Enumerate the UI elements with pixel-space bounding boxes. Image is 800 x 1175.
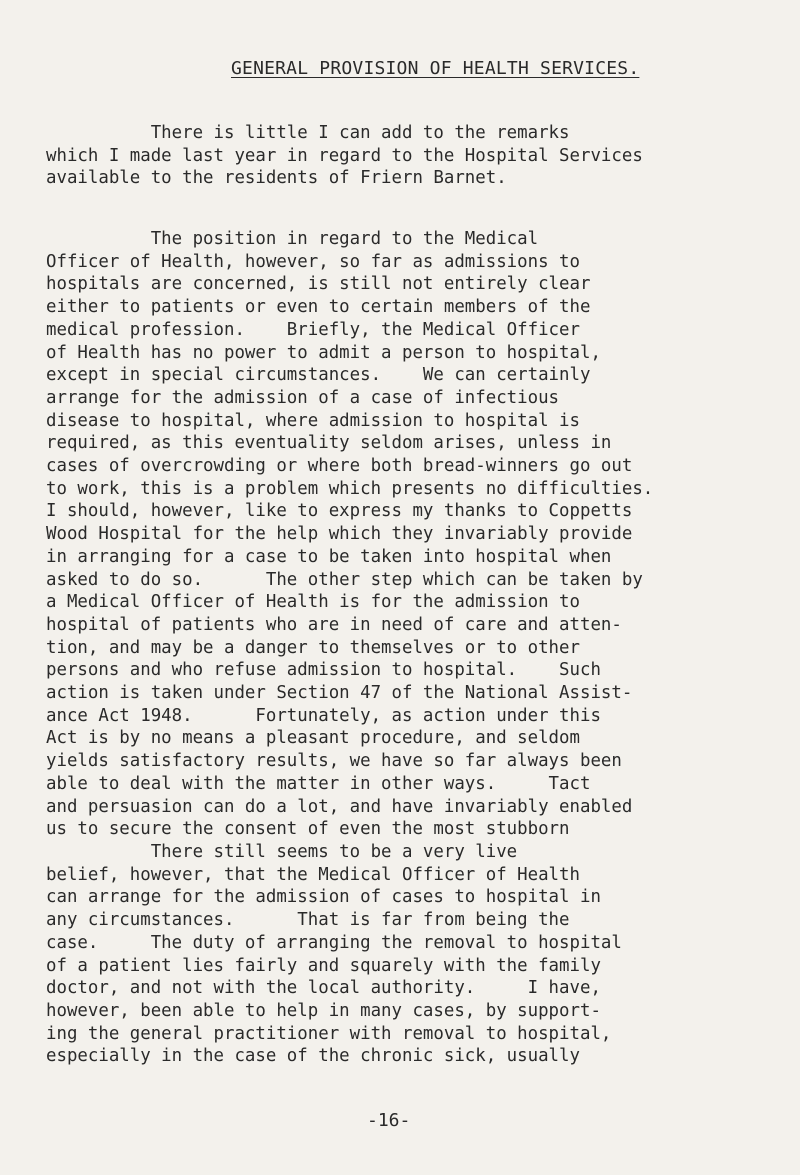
text-line: belief, however, that the Medical Officer of Health — [46, 864, 580, 885]
text-line: doctor, and not with the local authority. I have, — [46, 978, 601, 999]
text-line: can arrange for the admission of cases to hospital in — [46, 887, 601, 908]
text-line: There still seems to be a very live — [46, 842, 518, 862]
text-line: hospital of patients who are in need of care and atten- — [46, 614, 622, 635]
text-line: disease to hospital, where admission to hospital is — [46, 410, 580, 431]
text-line: however, been able to help in many cases, by support- — [46, 1000, 601, 1021]
paragraph-live-belief — [46, 841, 622, 1068]
text-line: any circumstances. That is far from being the — [46, 910, 570, 931]
text-line: Wood Hospital for the help which they invariably provide — [46, 524, 633, 545]
text-line: asked to do so. The other step which can be taken by — [46, 569, 643, 590]
text-line: and persuasion can do a lot, and have invariably enabled — [46, 796, 633, 817]
text-line: The position in regard to the Medical — [46, 229, 539, 249]
text-line: of a patient lies fairly and squarely with the family — [46, 955, 601, 976]
text-line: case. The duty of arranging the removal to hospital — [46, 932, 622, 953]
text-line: Act is by no means a pleasant procedure, and seldom — [46, 728, 580, 749]
text-line: except in special circumstances. We can certainly — [46, 365, 591, 386]
text-line: to work, this is a problem which presents no difficulties. — [46, 478, 654, 499]
text-line: ing the general practitioner with removal to hospital, — [46, 1023, 612, 1044]
text-line: persons and who refuse admission to hospital. Such — [46, 660, 601, 681]
text-line: either to patients or even to certain members of the — [46, 297, 591, 318]
text-line: cases of overcrowding or where both bread-winners go out — [46, 456, 633, 477]
text-line: I should, however, like to express my thanks to Coppetts — [46, 501, 633, 522]
paragraph-medical-officer-position — [46, 228, 653, 841]
text-line: ance Act 1948. Fortunately, as action under this — [46, 705, 601, 726]
paragraph-hospital-services — [46, 122, 643, 190]
text-line: arrange for the admission of a case of infectious — [46, 387, 560, 408]
text-line: tion, and may be a danger to themselves or to other — [46, 637, 580, 658]
text-line: Officer of Health, however, so far as admissions to — [46, 251, 580, 272]
text-line: action is taken under Section 47 of the National Assist- — [46, 683, 633, 704]
text-line: There is little I can add to the remarks — [46, 123, 570, 143]
page-number: -16- — [367, 1110, 411, 1131]
text-line: able to deal with the matter in other ways. Tact — [46, 773, 591, 794]
text-line: yields satisfactory results, we have so far always been — [46, 751, 622, 772]
text-line: medical profession. Briefly, the Medical Officer — [46, 319, 580, 340]
page-heading: GENERAL PROVISION OF HEALTH SERVICES. — [231, 58, 640, 79]
text-line: of Health has no power to admit a person to hospital, — [46, 342, 601, 363]
text-line: us to secure the consent of even the most stubborn — [46, 819, 570, 840]
text-line: which I made last year in regard to the Hospital Services — [46, 145, 643, 166]
text-line: in arranging for a case to be taken into hospital when — [46, 546, 612, 567]
text-line: hospitals are concerned, is still not entirely clear — [46, 274, 591, 295]
text-line: available to the residents of Friern Barnet. — [46, 168, 507, 189]
text-line: especially in the case of the chronic sick, usually — [46, 1046, 580, 1067]
text-line: required, as this eventuality seldom arises, unless in — [46, 433, 612, 454]
text-line: a Medical Officer of Health is for the admission to — [46, 592, 580, 613]
